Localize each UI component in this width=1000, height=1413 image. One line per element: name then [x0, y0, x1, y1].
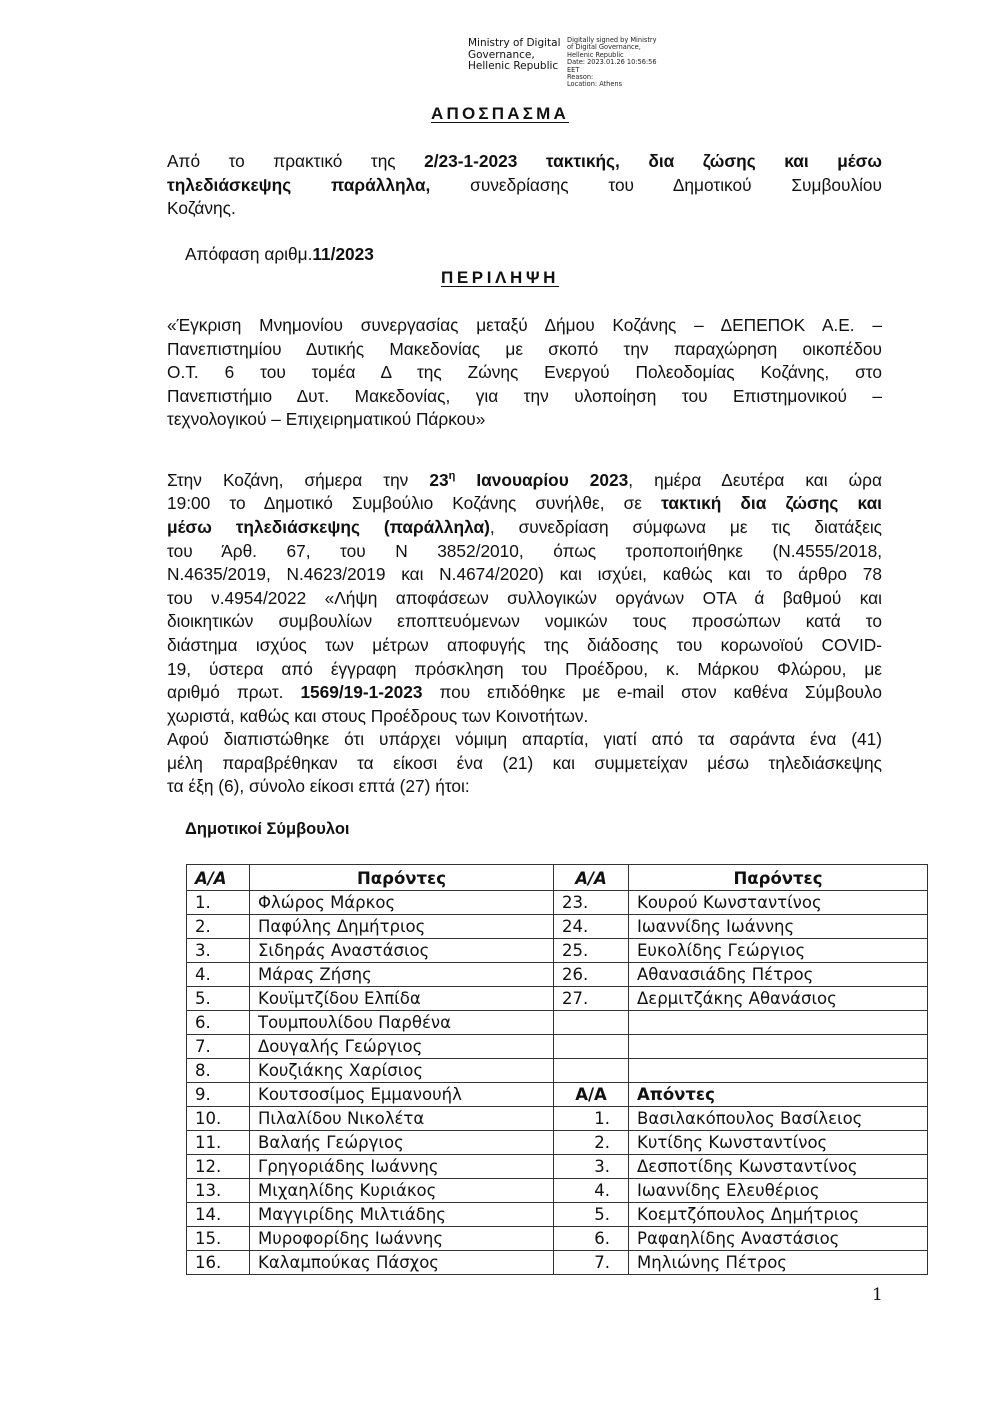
text-segment: διάστημα ισχύος των μέτρων αποφυγής της διάδοσης του κορωνοϊού COVID-: [167, 634, 882, 655]
member-name: Καλαμπούκας Πάσχος: [250, 1251, 554, 1275]
text-segment: 19:00 το Δημοτικό Συμβούλιο Κοζάνης συνήλθε, σε: [167, 493, 662, 514]
text-segment: τεχνολογικού – Επιχειρηματικού Πάρκου»: [167, 409, 486, 430]
signature-org-line: Governance,: [468, 48, 535, 61]
absent-header-aa: Α/Α: [554, 1083, 629, 1107]
document-title: ΑΠΟΣΠΑΣΜΑ: [431, 104, 569, 123]
row-number: 25.: [554, 939, 629, 963]
text-segment: Ο.Τ. 6 του τομέα Δ της Ζώνης Ενεργού Πολεοδομίας Κοζάνης, στο: [167, 362, 882, 383]
bold-text: η: [448, 470, 456, 482]
signature-detail-line: Digitally signed by Ministry: [567, 36, 657, 44]
member-name: Μάρας Ζήσης: [250, 963, 554, 987]
member-name: Κουϊμτζίδου Ελπίδα: [250, 987, 554, 1011]
row-number: 14.: [187, 1203, 250, 1227]
text-line: [167, 563, 882, 587]
empty-cell: [554, 1059, 629, 1083]
row-number: 9.: [187, 1083, 250, 1107]
member-name: Τουμπουλίδου Παρθένα: [250, 1011, 554, 1035]
row-number: 23.: [554, 891, 629, 915]
member-name: Μυροφορίδης Ιωάννης: [250, 1227, 554, 1251]
member-name: Γρηγοριάδης Ιωάννης: [250, 1155, 554, 1179]
member-name: Μηλιώνης Πέτρος: [629, 1251, 928, 1275]
text-line: [167, 314, 882, 338]
row-number: 3.: [554, 1155, 629, 1179]
text-line: [167, 516, 882, 540]
empty-cell: [629, 1035, 928, 1059]
text-segment: Αφού διαπιστώθηκε ότι υπάρχει νόμιμη απαρτία, γιατί από τα σαράντα ένα (41): [167, 729, 882, 750]
text-segment: 19, ύστερα από έγγραφη πρόσκληση του Προέδρου, κ. Μάρκου Φλώρου, με: [167, 658, 882, 679]
member-name: Σιδηράς Αναστάσιος: [250, 939, 554, 963]
member-name: Βαλαής Γεώργιος: [250, 1131, 554, 1155]
row-number: 15.: [187, 1227, 250, 1251]
row-number: 24.: [554, 915, 629, 939]
row-number: 4.: [554, 1179, 629, 1203]
bold-text: τηλεδιάσκεψης παράλληλα,: [167, 174, 431, 195]
text-line: [167, 775, 882, 799]
text-segment: Κοζάνης.: [167, 198, 236, 219]
page-number: 1: [872, 1285, 883, 1305]
text-line: [167, 408, 882, 432]
row-number: 5.: [187, 987, 250, 1011]
text-line: [167, 634, 882, 658]
text-line: [167, 705, 882, 729]
bold-text: 1569/19-1-2023: [300, 682, 423, 703]
empty-cell: [629, 1059, 928, 1083]
row-number: 8.: [187, 1059, 250, 1083]
text-line: [167, 658, 882, 682]
text-line: [167, 728, 882, 752]
table-row: [187, 987, 928, 1011]
empty-cell: [554, 1011, 629, 1035]
table-row: [187, 1131, 928, 1155]
row-number: 4.: [187, 963, 250, 987]
text-line: [167, 752, 882, 776]
row-number: 6.: [554, 1227, 629, 1251]
text-line: [167, 681, 882, 705]
signature-detail-line: of Digital Governance,: [567, 43, 641, 52]
attendance-table: [186, 864, 928, 1275]
bold-text: 23: [429, 469, 449, 490]
member-name: Μαγγιρίδης Μιλτιάδης: [250, 1203, 554, 1227]
row-number: 10.: [187, 1107, 250, 1131]
row-number: 13.: [187, 1179, 250, 1203]
text-segment: «Έγκριση Μνημονίου συνεργασίας μεταξύ Δήμου Κοζάνης – ΔΕΠΕΠΟΚ Α.Ε. –: [167, 315, 882, 335]
member-name: Ραφαηλίδης Αναστάσιος: [629, 1227, 928, 1251]
body-paragraph: [167, 465, 882, 799]
row-number: 26.: [554, 963, 629, 987]
member-name: Φλώρος Μάρκος: [250, 891, 554, 915]
table-row: [187, 1035, 928, 1059]
table-row: [187, 1179, 928, 1203]
signature-detail-line: Hellenic Republic: [567, 50, 624, 59]
bold-text: Ιανουαρίου 2023: [455, 469, 629, 490]
text-segment: Από το πρακτικό της: [167, 151, 425, 171]
text-line: [167, 540, 882, 564]
text-segment: αριθμό πρωτ.: [167, 682, 301, 703]
row-number: 5.: [554, 1203, 629, 1227]
table-row: [187, 1059, 928, 1083]
member-name: Κουζιάκης Χαρίσιος: [250, 1059, 554, 1083]
bold-text: τακτική δια ζώσης και: [661, 493, 882, 514]
row-number: 11.: [187, 1131, 250, 1155]
table-row: [187, 1107, 928, 1131]
row-number: 1.: [554, 1107, 629, 1131]
signature-details: [567, 37, 677, 89]
member-name: Βασιλακόπουλος Βασίλειος: [629, 1107, 928, 1131]
text-segment: , ημέρα Δευτέρα και ώρα: [628, 469, 882, 490]
text-line: [167, 465, 882, 492]
absent-header-label: Απόντες: [629, 1083, 928, 1107]
member-name: Δουγαλής Γεώργιος: [250, 1035, 554, 1059]
text-segment: του ν.4954/2022 «Λήψη αποφάσεων συλλογικών οργάνων ΟΤΑ ά βαθμού και: [167, 587, 882, 608]
member-name: Μιχαηλίδης Κυριάκος: [250, 1179, 554, 1203]
row-number: 2.: [187, 915, 250, 939]
header-present: Παρόντες: [250, 865, 554, 891]
table-row: [187, 1227, 928, 1251]
table-row: [187, 915, 928, 939]
intro-paragraph: [167, 150, 882, 221]
text-line: [167, 587, 882, 611]
member-name: Κουρού Κωνσταντίνος: [629, 891, 928, 915]
text-segment: διοικητικών συμβουλίων εποπτευόμενων νομικών τους προσώπων κατά το: [167, 611, 882, 632]
text-segment: Στην Κοζάνη, σήμερα την: [167, 469, 430, 490]
member-name: Αθανασιάδης Πέτρος: [629, 963, 928, 987]
table-row: [187, 963, 928, 987]
member-name: Ιωαννίδης Ιωάννης: [629, 915, 928, 939]
row-number: 1.: [187, 891, 250, 915]
member-name: Πιλαλίδου Νικολέτα: [250, 1107, 554, 1131]
text-segment: συνεδρίασης του Δημοτικού Συμβουλίου: [430, 174, 882, 195]
row-number: 2.: [554, 1131, 629, 1155]
text-line: [167, 197, 882, 221]
member-name: Παφύλης Δημήτριος: [250, 915, 554, 939]
header-aa-2: Α/Α: [554, 865, 629, 891]
text-line: [167, 174, 882, 198]
signature-org-line: Hellenic Republic: [468, 60, 559, 72]
signature-detail-line: EET: [567, 65, 580, 74]
text-line: [167, 610, 882, 634]
table-row: [187, 1155, 928, 1179]
table-row: [187, 1251, 928, 1275]
header-aa: Α/Α: [187, 865, 250, 891]
summary-paragraph: [167, 314, 882, 432]
text-line: [167, 385, 882, 409]
row-number: 7.: [187, 1035, 250, 1059]
empty-cell: [554, 1035, 629, 1059]
signature-detail-line: Reason:: [567, 73, 594, 82]
table-row: [187, 1083, 928, 1107]
row-number: 16.: [187, 1251, 250, 1275]
member-name: Ευκολίδης Γεώργιος: [629, 939, 928, 963]
signature-detail-line: Date: 2023.01.26 10:56:56: [567, 58, 657, 67]
header-present-2: Παρόντες: [629, 865, 928, 891]
decision-label: Απόφαση αριθμ.: [185, 244, 313, 264]
text-segment: χωριστά, καθώς και στους Προέδρους των Κοινοτήτων.: [167, 705, 589, 726]
text-segment: του Άρθ. 67, του Ν 3852/2010, όπως τροποποιήθηκε (Ν.4555/2018,: [167, 540, 882, 561]
text-line: [167, 361, 882, 385]
decision-value: 11/2023: [312, 244, 374, 264]
text-line: [167, 492, 882, 516]
member-name: Δεσποτίδης Κωνσταντίνος: [629, 1155, 928, 1179]
member-name: Κοεμτζόπουλος Δημήτριος: [629, 1203, 928, 1227]
summary-title: ΠΕΡΙΛΗΨΗ: [440, 268, 560, 287]
text-segment: Πανεπιστημίου Δυτικής Μακεδονίας με σκοπό την παραχώρηση οικοπέδου: [167, 338, 882, 359]
member-name: Κουτσοσίμος Εμμανουήλ: [250, 1083, 554, 1107]
row-number: 3.: [187, 939, 250, 963]
table-row: [187, 939, 928, 963]
row-number: 27.: [554, 987, 629, 1011]
member-name: Δερμιτζάκης Αθανάσιος: [629, 987, 928, 1011]
row-number: 12.: [187, 1155, 250, 1179]
row-number: 7.: [554, 1251, 629, 1275]
signature-organization: [468, 38, 566, 73]
text-segment: Πανεπιστήμιο Δυτ. Μακεδονίας, για την υλοποίηση του Επιστημονικού –: [167, 385, 882, 406]
text-line: [167, 338, 882, 362]
text-segment: Ν.4635/2019, Ν.4623/2019 και Ν.4674/2020) και ισχύει, καθώς και το άρθρο 78: [167, 564, 882, 585]
text-line: [167, 150, 882, 174]
table-row: [187, 1203, 928, 1227]
bold-text: μέσω τηλεδιάσκεψης (παράλληλα): [167, 516, 490, 537]
text-segment: , συνεδρίαση σύμφωνα με τις διατάξεις: [489, 516, 882, 537]
table-row: [187, 891, 928, 915]
text-segment: μέλη παραβρέθηκαν τα είκοσι ένα (21) και συμμετείχαν μέσω τηλεδιάσκεψης: [167, 752, 882, 773]
member-name: Κυτίδης Κωνσταντίνος: [629, 1131, 928, 1155]
council-members-title: Δημοτικοί Σύμβουλοι: [185, 820, 350, 838]
table-header-row: [187, 865, 928, 891]
text-segment: που επιδόθηκε με e-mail στον καθένα Σύμβουλο: [422, 682, 882, 703]
row-number: 6.: [187, 1011, 250, 1035]
table-row: [187, 1011, 928, 1035]
text-segment: τα έξη (6), σύνολο είκοσι επτά (27) ήτοι:: [167, 776, 470, 797]
decision-number: [185, 244, 374, 265]
signature-detail-line: Location: Athens: [567, 80, 623, 89]
signature-org-line: Ministry of Digital: [468, 37, 561, 49]
empty-cell: [629, 1011, 928, 1035]
member-name: Ιωαννίδης Ελευθέριος: [629, 1179, 928, 1203]
bold-text: 2/23-1-2023 τακτικής, δια ζώσης και μέσω: [424, 151, 882, 171]
